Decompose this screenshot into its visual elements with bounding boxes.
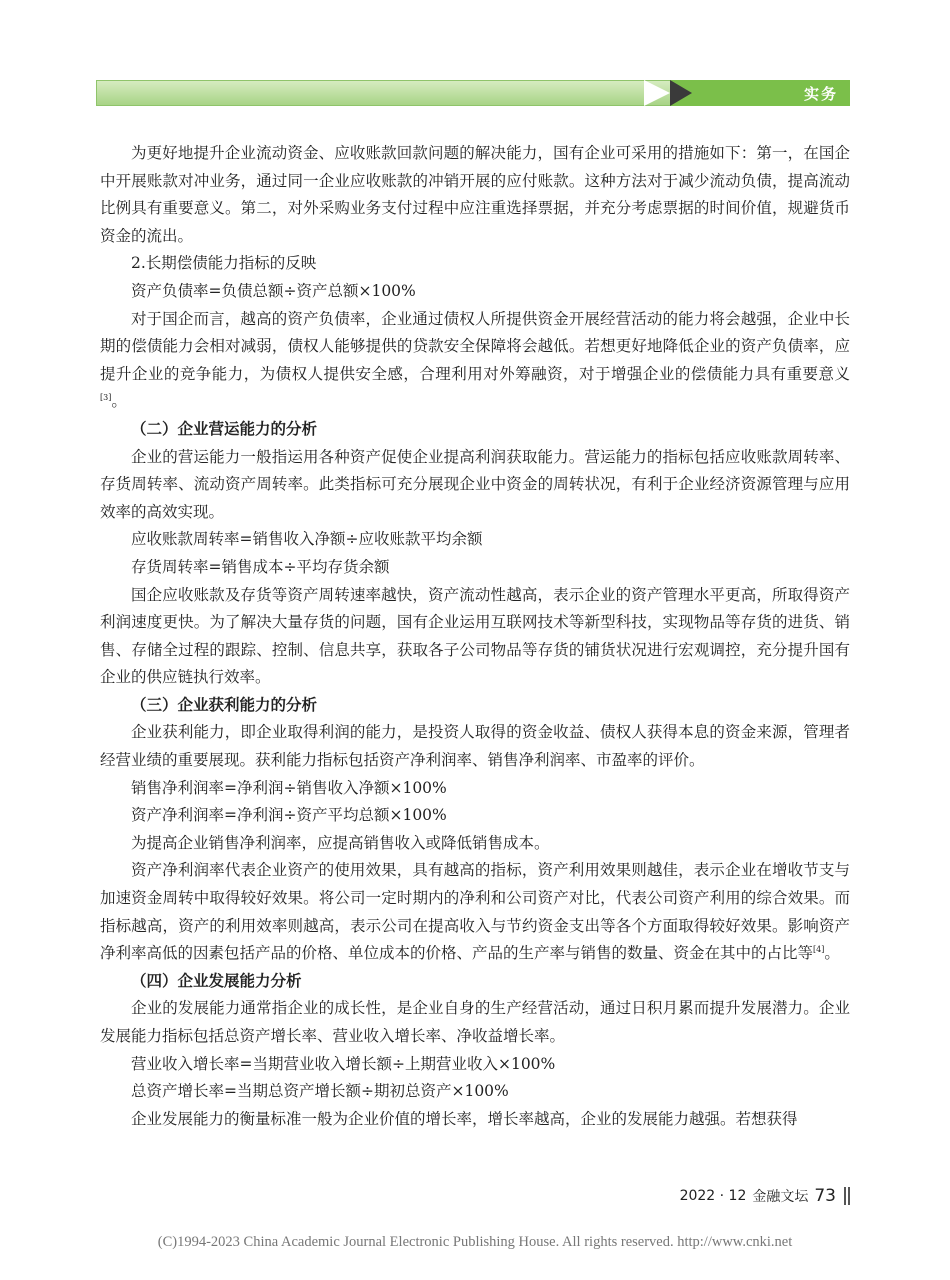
page-footer — [680, 1186, 850, 1206]
paragraph: 企业获利能力，即企业取得利润的能力，是投资人取得的资金收益、债权人获得本息的资金来源，管理者经营业绩的重要展现。获利能力指标包括资产净利润率、销售净利润率、市盈率的评价。 — [100, 723, 850, 770]
section-heading-development: （四）企业发展能力分析 — [131, 971, 302, 990]
formula-asset-growth: 总资产增长率=当期总资产增长额÷期初总资产×100% — [131, 1082, 509, 1101]
section-heading-operating: （二）企业营运能力的分析 — [131, 419, 318, 438]
section-header-band — [96, 80, 850, 106]
paragraph: 为更好地提升企业流动资金、应收账款回款问题的解决能力，国有企业可采用的措施如下：第一，在国企中开展账款对冲业务，通过同一企业应收账款的冲销开展的应付账款。这种方法对于减少流动负债，提高流动比例具有重要意义。第二，对外采购业务支付过程中应注重选择票据，并充分考虑票据的时间价值，规避货币资金的流出。 — [100, 144, 850, 245]
formula-debt-ratio: 资产负债率=负债总额÷资产总额×100% — [131, 281, 416, 300]
footer-bars-icon — [844, 1187, 850, 1205]
paragraph: 企业发展能力的衡量标准一般为企业价值的增长率，增长率越高，企业的发展能力越强。若想获得 — [131, 1109, 798, 1128]
issue-date: 2022 · 12 — [679, 1188, 747, 1204]
copyright-line: (C)1994-2023 China Academic Journal Electronic Publishing House. All rights reserved. http://www.cnki.net — [157, 1234, 793, 1250]
section-label: 实务 — [803, 85, 838, 103]
paragraph: 国企应收账款及存货等资产周转速率越快，资产流动性越高，表示企业的资产管理水平更高，所取得资产利润速度更快。为了解决大量存货的问题，国有企业运用互联网技术等新型科技，实现物品等存货的进货、销售、存储全过程的跟踪、控制、信息共享，获取各子公司物品等存货的铺货状况进行宏观调控，充分提升国有企业的供应链执行效率。 — [100, 585, 850, 687]
formula-inventory-turnover: 存货周转率=销售成本÷平均存货余额 — [131, 557, 390, 576]
journal-name: 金融文坛 — [752, 1189, 809, 1205]
header-section-tab — [670, 80, 850, 106]
paragraph: 为提高企业销售净利润率，应提高销售收入或降低销售成本。 — [131, 833, 550, 852]
subsection-heading: 2.长期偿债能力指标的反映 — [131, 254, 317, 273]
page-number: 73 — [814, 1186, 836, 1206]
article-body — [100, 140, 850, 1133]
paragraph: 企业的营运能力一般指运用各种资产促使企业提高利润获取能力。营运能力的指标包括应收账款周转率、存货周转率、流动资产周转率。此类指标可充分展现企业中资金的周转状况，有利于企业经济资源管理与应用效率的高效实现。 — [100, 447, 850, 521]
paragraph: 企业的发展能力通常指企业的成长性，是企业自身的生产经营活动，通过日积月累而提升发展潜力。企业发展能力指标包括总资产增长率、营业收入增长率、净收益增长率。 — [100, 999, 850, 1045]
header-chevron-icon — [670, 80, 692, 106]
formula-asset-margin: 资产净利润率=净利润÷资产平均总额×100% — [131, 806, 447, 825]
formula-revenue-growth: 营业收入增长率=当期营业收入增长额÷上期营业收入×100% — [131, 1054, 556, 1073]
citation-ref: [4] — [813, 945, 825, 955]
paragraph: 资产净利润率代表企业资产的使用效果，具有越高的指标，资产利用效果则越佳，表示企业在增收节支与加速资金周转中取得较好效果。将公司一定时期内的净利和公司资产对比，代表公司资产利用的综合效果。而指标越高，资产的利用效率则越高，表示公司在提高收入与节约资金支出等各个方面取得较好效果。影响资产净利率高低的因素包括产品的价格、单位成本的价格、产品的生产率与销售的数量、资金在其中的占比等[4]。 — [100, 861, 850, 963]
formula-receivable-turnover: 应收账款周转率=销售收入净额÷应收账款平均余额 — [131, 530, 483, 549]
citation-ref: [3] — [100, 393, 112, 403]
section-heading-profitability: （三）企业获利能力的分析 — [131, 695, 318, 714]
header-gradient-bar — [96, 80, 678, 106]
formula-sales-margin: 销售净利润率=净利润÷销售收入净额×100% — [131, 778, 447, 797]
paragraph: 对于国企而言，越高的资产负债率，企业通过债权人所提供资金开展经营活动的能力将会越强，企业中长期的偿债能力会相对减弱，债权人能够提供的贷款安全保障将会越低。若想更好地降低企业的资产负债率，应提升企业的竞争能力，为债权人提供安全感，合理利用对外筹融资，对于增强企业的偿债能力具有重要意义[3]。 — [100, 309, 850, 411]
header-chevron-gap — [644, 80, 670, 106]
